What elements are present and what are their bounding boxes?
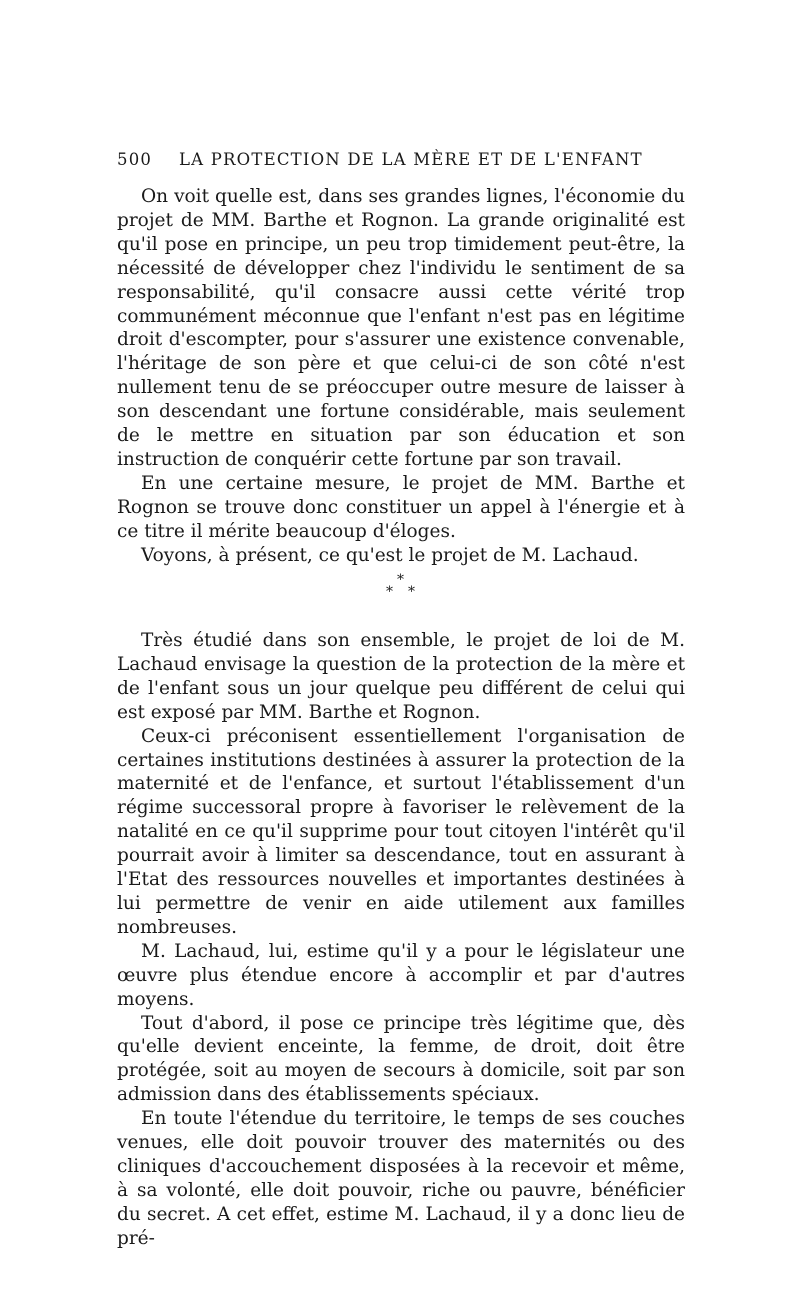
- paragraph: En toute l'étendue du territoire, le temps de ses couches venues, elle doit pouvoir trouver des maternités ou des cliniques d'accouchement disposées à la recevoir et même, à sa volonté, elle doit pouvoir, riche ou pauvre, bénéficier du secret. A cet effet, estime M. Lachaud, il y a donc lieu de pré-: [117, 1108, 685, 1249]
- asterisk-left: *: [386, 584, 393, 600]
- page-number: 500: [117, 150, 153, 169]
- asterisk-right: *: [408, 584, 415, 600]
- paragraph: Voyons, à présent, ce qu'est le projet de M. Lachaud.: [141, 544, 639, 566]
- paragraph: On voit quelle est, dans ses grandes lignes, l'économie du projet de MM. Barthe et Rognon. La grande originalité est qu'il pose en principe, un peu trop timidement peut-être, la nécessité de développer chez l'individu le sentiment de sa responsabilité, qu'il consacre aussi cette vérité trop communément méconnue que l'enfant n'est pas en légitime droit d'escompter, pour s'assurer une existence convenable, l'héritage de son père et que celui-ci de son côté n'est nullement tenu de se préoccuper outre mesure de laisser à son descendant une fortune considérable, mais seulement de le mettre en situation par son éducation et son instruction de conquérir cette fortune par son travail.: [117, 186, 685, 470]
- text-block-before: [117, 185, 685, 568]
- text-block-after: [117, 629, 685, 1251]
- paragraph: En une certaine mesure, le projet de MM. Barthe et Rognon se trouve donc constituer un appel à l'énergie et à ce titre il mérite beaucoup d'éloges.: [117, 472, 685, 542]
- paragraph: Tout d'abord, il pose ce principe très légitime que, dès qu'elle devient enceinte, la femme, de droit, doit être protégée, soit au moyen de secours à domicile, soit par son admission dans des établissements spéciaux.: [117, 1012, 685, 1106]
- paragraph: Ceux-ci préconisent essentiellement l'organisation de certaines institutions destinées à assurer la protection de la maternité et de l'enfance, et surtout l'établissement d'un régime successoral propre à favoriser le relèvement de la natalité en ce qu'il supprime pour tout citoyen l'intérêt qu'il pourrait avoir à limiter sa descendance, tout en assurant à l'Etat des ressources nouvelles et importantes destinées à lui permettre de venir en aide utilement aux familles nombreuses.: [117, 725, 685, 938]
- section-separator: [370, 572, 430, 602]
- running-header: [117, 150, 677, 170]
- paragraph: M. Lachaud, lui, estime qu'il y a pour le législateur une œuvre plus étendue encore à accomplir et par d'autres moyens.: [117, 940, 685, 1010]
- running-title: LA PROTECTION DE LA MÈRE ET DE L'ENFANT: [179, 150, 643, 169]
- paragraph: Très étudié dans son ensemble, le projet de loi de M. Lachaud envisage la question de la protection de la mère et de l'enfant sous un jour quelque peu différent de celui qui est exposé par MM. Barthe et Rognon.: [117, 630, 685, 723]
- asterisk-top: *: [397, 572, 404, 588]
